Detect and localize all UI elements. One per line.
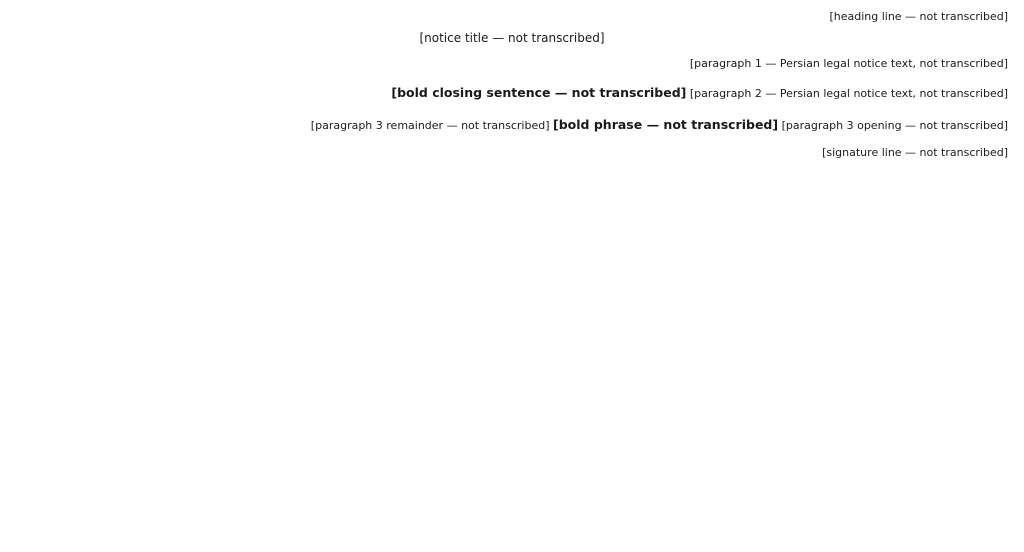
paragraph-text: [paragraph 1 — Persian legal notice text, not transcribed] — [689, 57, 1008, 70]
signature-line: [signature line — not transcribed] — [822, 146, 1008, 159]
paragraph-text: [paragraph 2 — Persian legal notice text, not transcribed] — [689, 87, 1008, 100]
paragraph-text: [paragraph 3 opening — not transcribed] — [781, 119, 1008, 132]
notice-paragraph-property — [16, 84, 1008, 102]
paragraph-emphasis: [bold closing sentence — not transcribed] — [391, 85, 687, 100]
notice-title: [notice title — not transcribed] — [419, 31, 605, 45]
paragraph-emphasis: [bold phrase — not transcribed] — [553, 117, 779, 132]
document-heading: [heading line — not transcribed] — [829, 10, 1008, 23]
notice-paragraph-intro — [16, 55, 1008, 72]
paragraph-text: [paragraph 3 remainder — not transcribed] — [310, 119, 550, 132]
notice-paragraph-auction-terms — [16, 116, 1008, 134]
